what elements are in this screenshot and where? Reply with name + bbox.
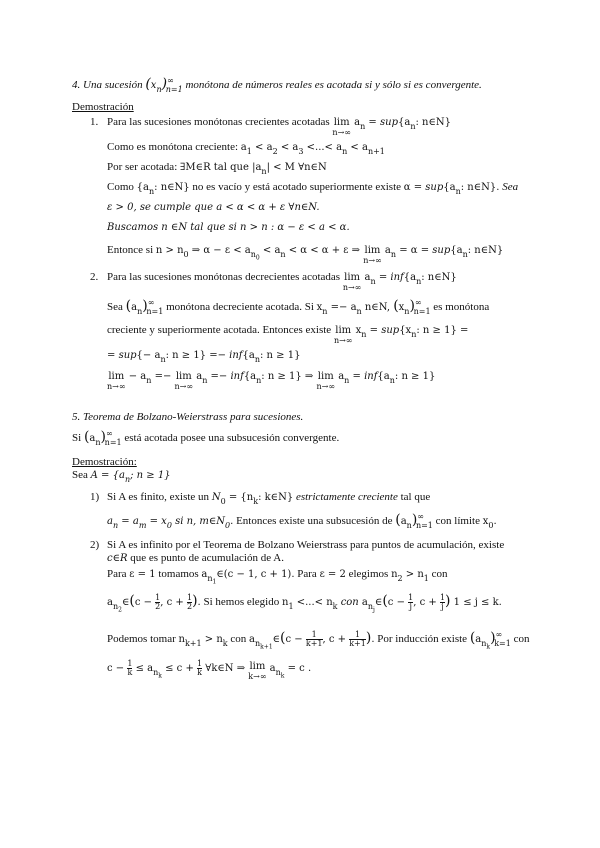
s5-item2-line3-b: tomamos — [158, 568, 199, 580]
s5-item2-line4 — [107, 594, 502, 613]
section5-title: 5. Teorema de Bolzano-Weierstrass para sucesiones. — [72, 411, 304, 423]
s5-item2-line4-a: Si hemos elegido — [203, 596, 280, 608]
sequence-a-symbol-3: $(a_n)^\infty_{n=1}$ — [395, 512, 433, 530]
convergence-chain: $n > n_0$ ⇒ $\alpha - \varepsilon < a_{n_0} < a_n < \alpha < \alpha + \varepsilon$ ⇒ lim n→∞ $a_n = \alpha = sup\{a_n$: n∈N} — [155, 245, 504, 265]
N0-expression: $N_0 = \{n_k$: k∈N} — [211, 492, 294, 506]
item2-line2 — [107, 324, 468, 345]
s5-item2-line5-b: con — [230, 633, 247, 645]
x0-symbol: $x_0$. — [482, 516, 497, 530]
s5-item1-line2-a: Entonces existe una subsucesión de — [236, 515, 393, 527]
set-definition — [72, 469, 171, 482]
item1-line4: ε > 0, se cumple que a < α < α + ε ∀n∈N. — [107, 202, 320, 213]
s5-item2-line3-a: Para — [107, 568, 127, 580]
supremum-expression: $\alpha = sup\{a_n$: n∈N}. — [403, 182, 500, 196]
s5-item2-line5-d: con — [513, 633, 530, 645]
sup-x-expression: lim n→∞ $x_n = sup\{x_n$: n ≥ 1} = — [333, 325, 469, 345]
s5-item2-line5-c: Por inducción existe — [377, 633, 468, 645]
n2-gt-n1: $n_2 > n_1$ — [391, 569, 429, 583]
ank1-interval: $a_{n_{k+1}}\in(c$ − $\frac{1}{k+1}$ , c + $\frac{1}{k+1}$ ). — [249, 630, 375, 651]
item1-number: 1. — [90, 116, 99, 128]
subsequence-symbol: $(a_{n_k})^\infty_{k=1}$ — [469, 630, 511, 651]
s5-item2-line1: Si A es infinito por el Teorema de Bolzano Weierstrass para puntos de acumulación, existe — [107, 539, 505, 551]
item1-line3 — [107, 181, 518, 194]
item2-line1 — [107, 300, 489, 314]
item1-line2 — [107, 161, 327, 174]
s5-item1-line1 — [107, 491, 430, 504]
section4-title-rest: monótona de números reales es acotada si y sólo si es convergente. — [185, 79, 482, 91]
s5-item2-line3 — [107, 568, 448, 585]
s5-item1-line2-b: con límite — [435, 515, 480, 527]
nk1-gt-nk: $n_{k+1} > n_k$ — [178, 634, 228, 648]
item1-line5: Buscamos n ∈N tal que si n > n : α − ε < a < α. — [107, 222, 350, 233]
item2-line1-b: monótona decreciente acotada. Si — [166, 301, 314, 313]
set-expression: {$a_n$: n∈N} — [136, 182, 190, 196]
s5-item2-line5 — [107, 631, 529, 650]
limit-expression: lim n→∞ $a_n = sup\{a_n$: n∈N} — [332, 117, 451, 137]
section5-statement-a: Si — [72, 432, 82, 444]
item2-line2-text: creciente y superiormente acotada. Entonces existe — [107, 324, 332, 336]
item2-line1-a: Sea — [107, 301, 123, 313]
section5-statement-b: está acotada posee una subsucesión convergente. — [124, 432, 340, 444]
item2-line1-c: es monótona — [433, 301, 490, 313]
monotone-chain: $a_1 < a_2 < a_3$ <...< $a_n < a_{n+1}$ — [240, 142, 385, 156]
s5-item2-line6: c − $\frac{1}{k}$ ≤ $a_{n_k} \le c$ + $\frac{1}{k}$ ∀k∈N ⇒ lim k→∞ $a_{n_k} = c$ . — [107, 659, 312, 681]
induction-step-expression: $n_1$ <...< $n_k$ con $a_{n_j}\in(c$ − $\frac{1}{j}$ , c + $\frac{1}{j}$ ) 1 ≤ j ≤ k. — [282, 593, 502, 614]
item1-lead-text: Para las sucesiones monótonas crecientes acotadas — [107, 116, 330, 128]
item1-lead — [107, 116, 451, 137]
set-A-expression: $A = \{a_n$; n ≥ 1} — [90, 470, 171, 484]
s5-item1-number: 1) — [90, 491, 100, 503]
item1-line2-text: Por ser acotada: — [107, 161, 178, 173]
s5-item2-line2-text: que es punto de acumulación de A. — [130, 552, 284, 564]
item2-line3: = $sup\{- a_n$: $n \ge 1\} =- inf\{a_n$: n ≥ 1} — [107, 350, 301, 364]
s5-item1-line1-b: estrictamente creciente — [295, 491, 398, 503]
inf-limit-expression: lim n→∞ $a_n = inf\{a_n$: n∈N} — [342, 272, 457, 292]
s5-item2-line3-e: con — [431, 568, 448, 580]
c-in-R: c∈R — [107, 553, 128, 564]
s5-item1-line1-c: tal que — [400, 491, 431, 503]
item1-line1-text: Como es monótona creciente: — [107, 141, 239, 153]
s5-item2-number: 2) — [90, 539, 100, 551]
item1-line6-text: Entonce si — [107, 244, 154, 256]
equal-terms-expression: $a_n = a_m = x_0$ si n, $m\in N_0$. — [107, 516, 234, 530]
an2-interval: $a_{n_2}\in(c$ − $\frac{1}{2}$ , c + $\frac{1}{2}$ ). — [107, 593, 201, 614]
item2-lead-text: Para las sucesiones monótonas decrecientes acotadas — [107, 271, 341, 283]
section5-demo-heading: Demostración: — [72, 456, 137, 468]
s5-item2-line2 — [107, 552, 284, 565]
item1-line6 — [107, 244, 503, 265]
set-definition-lead: Sea — [72, 469, 88, 481]
eps1-expression: ε = 1 — [129, 569, 156, 580]
an1-interval: $a_{n_1}\in(c - 1$, c + 1). — [201, 569, 295, 586]
s5-item2-line5-a: Podemos tomar — [107, 633, 176, 645]
eps2-expression: ε = 2 — [319, 569, 346, 580]
section5-statement — [72, 431, 339, 445]
negated-sequence: $x_n =- a_n$ n∈N, $(x_n)^\infty_{n=1}$ — [316, 298, 431, 316]
s5-item1-line2 — [107, 514, 497, 528]
section4-demo-heading: Demostración — [72, 101, 134, 113]
s5-item2-line3-d: elegimos — [348, 568, 389, 580]
item1-line3-c: Sea — [502, 181, 519, 193]
item2-lead — [107, 271, 457, 292]
bounded-expression: ∃M∈R tal que $|a_n| < M$ ∀n∈N — [180, 162, 327, 176]
item2-number: 2. — [90, 271, 99, 283]
item1-line3-b: no es vacío y está acotado superiormente existe — [192, 181, 402, 193]
sequence-a-symbol: $(a_n)^\infty_{n=1}$ — [125, 298, 164, 316]
item2-line4: lim n→∞ − $a_n =- \lim$ n→∞ $a_n =- inf\{a_n$: n ≥ 1} ⇒ lim n→∞ $a_n = inf\{a_n$: n ≥ 1} — [107, 371, 436, 391]
s5-item1-line1-a: Si A es finito, existe un — [107, 491, 210, 503]
sequence-a-symbol-2: $(a_n)^\infty_{n=1}$ — [83, 429, 122, 447]
item1-line1 — [107, 141, 385, 154]
item1-line3-a: Como — [107, 181, 134, 193]
sequence-symbol: $(x_n)^\infty_{n=1}$ — [145, 76, 183, 94]
section4-title — [72, 78, 482, 92]
section4-title-lead: 4. Una sucesión — [72, 79, 143, 91]
s5-item2-line3-c: Para — [297, 568, 317, 580]
